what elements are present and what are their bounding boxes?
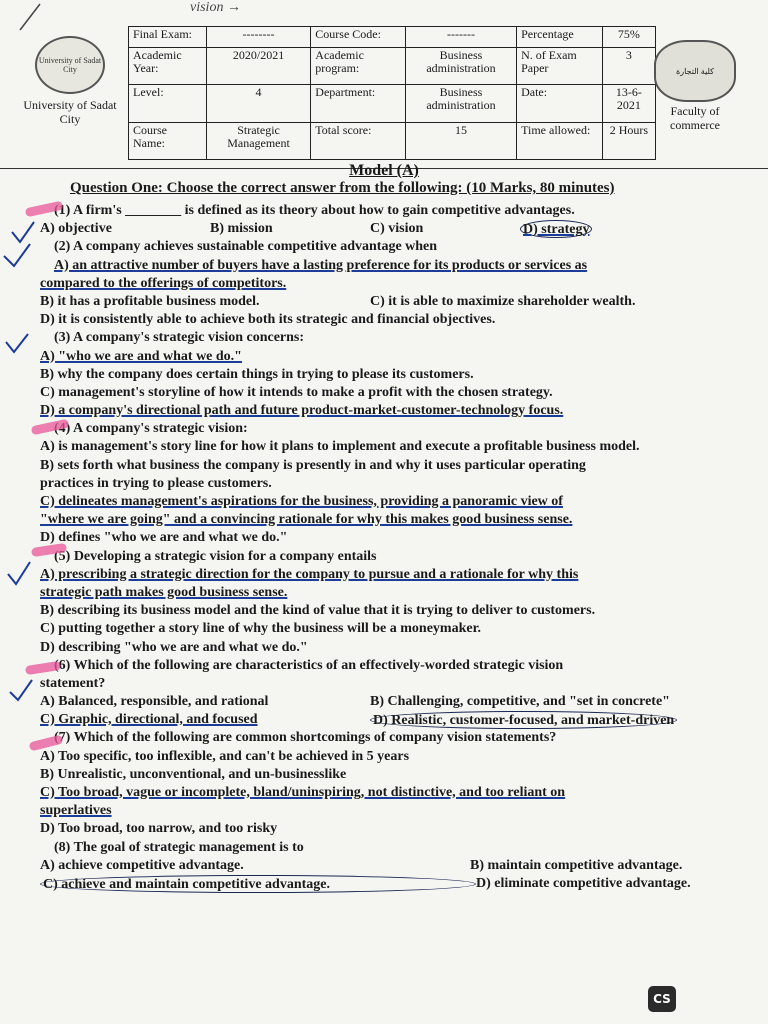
table-row	[129, 122, 656, 159]
checkmark-icon	[6, 334, 28, 352]
questions	[40, 202, 760, 893]
option: B) sets forth what business the company is presently in and why it uses particular operating	[40, 457, 586, 473]
option-selected: A) an attractive number of buyers have a lasting preference for its products or services as	[54, 257, 588, 273]
faculty-name: Faculty of commerce	[670, 104, 720, 132]
option: B) Unrealistic, unconventional, and un-businesslike	[40, 766, 347, 782]
option-continued: compared to the offerings of competitors.	[40, 275, 287, 291]
option: A) objective	[40, 221, 112, 237]
option: A) Too specific, too inflexible, and can't be achieved in 5 years	[40, 748, 410, 764]
university-name: University of Sadat City	[23, 98, 117, 126]
question-stem-continued: statement?	[40, 675, 106, 691]
option: D) describing "who we are and what we do."	[40, 639, 308, 655]
question-heading: Question One: Choose the correct answer from the following: (10 Marks, 80 minutes)	[70, 180, 615, 196]
label-cell: Academic Year:	[129, 47, 207, 84]
options-row	[40, 220, 760, 238]
option: C) Graphic, directional, and focused	[40, 712, 258, 728]
table-row	[129, 85, 656, 122]
option: C) vision	[370, 221, 424, 237]
option-continued: strategic path makes good business sense.	[40, 584, 288, 600]
table-row	[129, 27, 656, 48]
option: D) defines "who we are and what we do."	[40, 530, 288, 546]
option: B) it has a profitable business model.	[40, 293, 260, 309]
exam-info-table	[128, 26, 656, 160]
option-selected: D) a company's directional path and future product-market-customer-technology focus.	[40, 403, 564, 419]
question-stem: (8) The goal of strategic management is to	[54, 839, 304, 855]
question-stem: (5) Developing a strategic vision for a company entails	[54, 548, 377, 564]
value-cell: 3	[602, 47, 655, 84]
value-cell: -------	[405, 27, 516, 48]
exam-header	[12, 26, 742, 160]
label-cell: N. of Exam Paper	[517, 47, 603, 84]
value-cell: --------	[206, 27, 311, 48]
option: A) "who we are and what we do."	[40, 348, 242, 364]
option-selected: A) prescribing a strategic direction for the company to pursue and a rationale for why this	[40, 566, 579, 582]
checkmark-icon	[8, 562, 30, 584]
option-selected: D) Realistic, customer-focused, and market-driven	[370, 711, 677, 729]
option: B) describing its business model and the kind of value that it is trying to deliver to customers.	[40, 603, 596, 619]
option: D) Too broad, too narrow, and too risky	[40, 821, 278, 837]
options-row	[40, 693, 760, 711]
question-stem: (4) A company's strategic vision:	[54, 421, 248, 437]
question-stem: (2) A company achieves sustainable competitive advantage when	[54, 239, 438, 255]
option-continued: "where we are going" and a convincing rationale for why this makes good business sense.	[40, 512, 573, 528]
option-selected: D) strategy	[520, 220, 592, 238]
checkmark-icon	[4, 244, 30, 266]
label-cell: Course Code:	[311, 27, 406, 48]
options-row	[40, 293, 760, 311]
label-cell: Date:	[517, 85, 603, 122]
option: C) putting together a story line of why the business will be a moneymaker.	[40, 621, 482, 637]
handwritten-note: vision →	[190, 0, 241, 15]
checkmark-icon	[12, 222, 34, 242]
options-row	[40, 711, 760, 729]
camscanner-badge: CS	[648, 986, 676, 1012]
label-cell: Percentage	[517, 27, 603, 48]
label-cell: Time allowed:	[517, 122, 603, 159]
option: B) why the company does certain things in trying to please its customers.	[40, 366, 474, 382]
option: D) it is consistently able to achieve both its strategic and financial objectives.	[40, 312, 496, 328]
option: A) achieve competitive advantage.	[40, 857, 244, 873]
value-cell: 4	[206, 85, 311, 122]
option: C) management's storyline of how it intends to make a profit with the chosen strategy.	[40, 384, 553, 400]
option-selected: C) achieve and maintain competitive advantage.	[40, 875, 476, 893]
label-cell: Level:	[129, 85, 207, 122]
option: B) Challenging, competitive, and "set in concrete"	[370, 694, 670, 710]
university-logo: University of Sadat City	[35, 36, 105, 94]
option-continued: superlatives	[40, 803, 112, 819]
checkmark-icon	[10, 680, 32, 700]
value-cell: 2020/2021	[206, 47, 311, 84]
label-cell: Final Exam:	[129, 27, 207, 48]
option: A) is management's story line for how it plans to implement and execute a profitable business model.	[40, 439, 640, 455]
question-stem: (3) A company's strategic vision concerns:	[54, 330, 305, 346]
faculty-block	[648, 26, 742, 160]
options-row	[40, 875, 760, 893]
question-stem: (7) Which of the following are common shortcomings of company vision statements?	[54, 730, 557, 746]
faculty-logo: كلية التجارة	[654, 40, 736, 102]
value-cell: 75%	[602, 27, 655, 48]
table-row	[129, 47, 656, 84]
option-selected: C) Too broad, vague or incomplete, bland/uninspiring, not distinctive, and too reliant on	[40, 785, 566, 800]
label-cell: Department:	[311, 85, 406, 122]
value-cell: Strategic Management	[206, 122, 311, 159]
value-cell: 2 Hours	[602, 122, 655, 159]
option: D) eliminate competitive advantage.	[476, 875, 691, 891]
value-cell: Business administration	[405, 85, 516, 122]
option: B) mission	[210, 221, 273, 237]
option: A) Balanced, responsible, and rational	[40, 694, 269, 710]
label-cell: Total score:	[311, 122, 406, 159]
value-cell: 15	[405, 122, 516, 159]
question-stem: (6) Which of the following are characteristics of an effectively-worded strategic vision	[54, 657, 564, 673]
option-selected: C) delineates management's aspirations for the business, providing a panoramic view of	[40, 494, 563, 509]
label-cell: Academic program:	[311, 47, 406, 84]
options-row	[40, 857, 760, 875]
model-title: Model (A)	[349, 162, 419, 179]
option-continued: practices in trying to please customers.	[40, 475, 272, 491]
value-cell: 13-6-2021	[602, 85, 655, 122]
option: C) it is able to maximize shareholder wealth.	[370, 293, 636, 309]
option: B) maintain competitive advantage.	[470, 857, 683, 873]
label-cell: Course Name:	[129, 122, 207, 159]
university-block	[12, 26, 128, 160]
value-cell: Business administration	[405, 47, 516, 84]
question-stem: (1) A firm's ________ is defined as its theory about how to gain competitive advantages.	[54, 203, 575, 218]
